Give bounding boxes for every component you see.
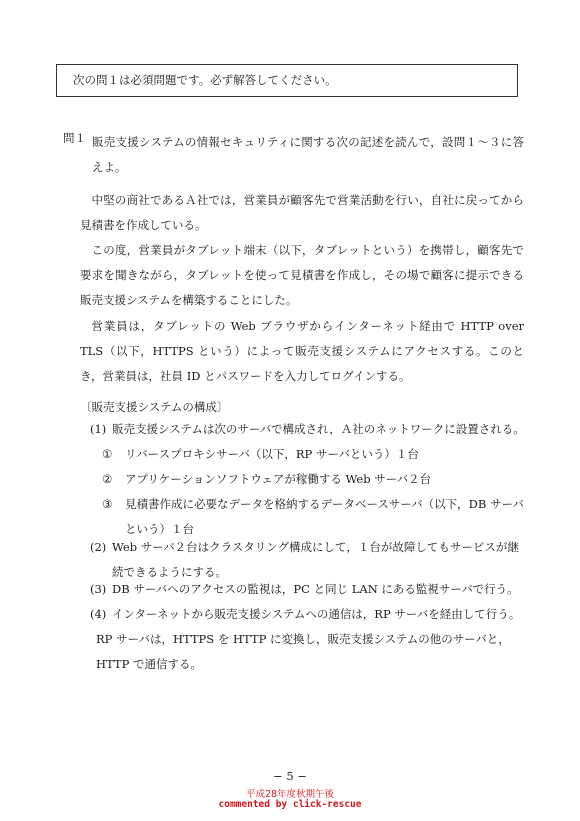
sub-item-text: 見積書作成に必要なデータを格納するデータベースサーバ（以下，DB サーバという）１台	[125, 497, 524, 536]
list-item-text: 販売支援システムは次のサーバで構成され，Ａ社のネットワークに設置される。	[112, 422, 525, 436]
comment-credit: commented by click-rescue	[218, 799, 362, 810]
mandatory-notice-box	[56, 64, 518, 97]
paragraph-tablet-plan: この度，営業員がタブレット端末（以下，タブレットという）を携帯し，顧客先で要求を聞きながら，タブレットを使って見積書を作成し，その場で顧客に提示できる販売支援システムを構築することにした。	[80, 243, 524, 307]
sub-item-number: ③	[102, 497, 113, 511]
question-instruction: 販売支援システムの情報セキュリティに関する次の記述を読んで，設問１〜３に答えよ。	[92, 135, 524, 174]
list-item-number: (1)	[90, 422, 107, 436]
list-item-number: (4)	[90, 607, 107, 621]
paragraph-company-background: 中堅の商社であるＡ社では，営業員が顧客先で営業活動を行い，自社に戻ってから見積書を作成している。	[80, 193, 524, 232]
list-item-text: Web サーバ２台はクラスタリング構成にして，１台が故障してもサービスが継続できるようにする。	[112, 540, 519, 579]
sub-item-text: リバースプロキシサーバ（以下，RP サーバという）１台	[125, 447, 419, 461]
section-title: 〔販売支援システムの構成〕	[80, 400, 229, 414]
list-item-text: DB サーバへのアクセスの監視は，PC と同じ LAN にある監視サーバで行う。	[112, 582, 519, 596]
mandatory-notice-text: 次の問１は必須問題です。必ず解答してください。	[73, 73, 337, 87]
question-number: 問１	[63, 131, 86, 145]
page-number: − 5 −	[273, 769, 307, 783]
list-item-number: (3)	[90, 582, 107, 596]
paragraph-access-method: 営業員は，タブレットの Web ブラウザからインターネット経由で HTTP over TLS（以下，HTTPS という）によって販売支援システムにアクセスする。このとき，営業員は，社員 ID とパスワードを入力してログインする。	[80, 319, 524, 383]
list-item-number: (2)	[90, 540, 107, 554]
sub-item-number: ②	[102, 472, 113, 486]
list-item-continuation: RP サーバは，HTTPS を HTTP に変換し，販売支援システムの他のサーバと，HTTP で通信する。	[96, 632, 510, 671]
sub-item-text: アプリケーションソフトウェアが稼働する Web サーバ２台	[125, 472, 432, 486]
sub-item-number: ①	[102, 447, 113, 461]
list-item-text: インターネットから販売支援システムへの通信は，RP サーバを経由して行う。	[112, 607, 521, 621]
exam-session-label: 平成28年度秋期午後	[245, 789, 335, 800]
